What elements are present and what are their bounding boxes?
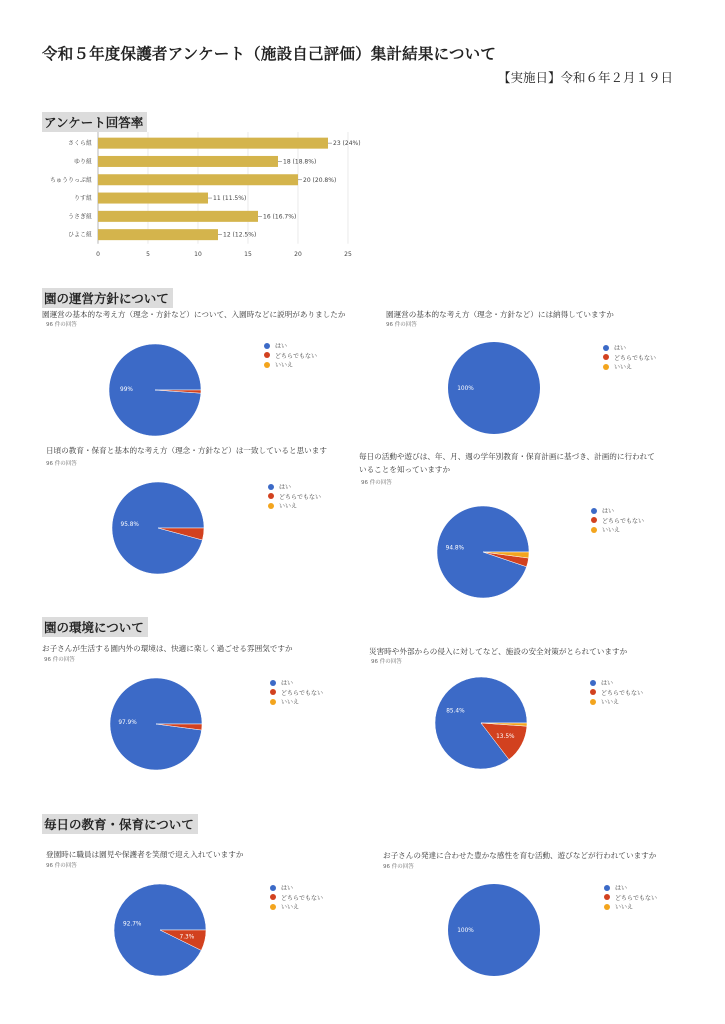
pie-chart	[444, 880, 544, 980]
question-text-line-2: いることを知っていますか	[359, 465, 451, 474]
response-count: 96 件の回答	[44, 657, 75, 663]
bar-value-label: 11 (11.5%)	[213, 195, 247, 203]
legend-swatch	[604, 904, 610, 910]
legend-swatch	[264, 343, 270, 349]
y-category-label: うさぎ組	[67, 213, 92, 221]
chart-legend	[591, 506, 644, 535]
legend-label: どちらでもない	[614, 354, 656, 362]
response-count: 96 件の回答	[46, 863, 77, 869]
legend-swatch	[603, 354, 609, 360]
bar	[98, 211, 258, 222]
legend-item	[603, 362, 656, 372]
legend-item	[270, 902, 323, 912]
response-count: 96 件の回答	[361, 480, 392, 486]
legend-label: どちらでもない	[601, 689, 643, 697]
bar-value-label: 16 (16.7%)	[263, 213, 297, 221]
y-category-label: ちゅうりっぷ組	[49, 176, 92, 184]
legend-swatch	[268, 493, 274, 499]
pie-slice-label: 85.4%	[446, 708, 465, 715]
legend-swatch	[603, 364, 609, 370]
legend-swatch	[264, 362, 270, 368]
legend-label: いいえ	[281, 699, 300, 707]
legend-label: はい	[602, 508, 615, 516]
legend-label: いいえ	[601, 699, 620, 707]
bar	[98, 229, 218, 240]
y-category-label: ゆり組	[73, 158, 92, 166]
legend-item	[264, 360, 317, 370]
bar	[98, 174, 298, 185]
legend-label: はい	[281, 680, 294, 688]
pie-chart	[431, 673, 531, 773]
legend-item	[603, 343, 656, 353]
legend-item	[590, 697, 643, 707]
legend-item	[590, 678, 643, 688]
bar	[98, 138, 328, 149]
legend-item	[268, 501, 321, 511]
legend-label: はい	[614, 345, 627, 353]
legend-swatch	[590, 680, 596, 686]
question-text: 園運営の基本的な考え方（理念・方針など）について、入園時などに説明がありましたか	[42, 310, 346, 319]
legend-item	[270, 883, 323, 893]
legend-label: いいえ	[602, 527, 621, 535]
legend-item	[591, 516, 644, 526]
legend-swatch	[270, 885, 276, 891]
legend-label: はい	[275, 343, 288, 351]
legend-item	[268, 482, 321, 492]
y-category-label: さくら組	[67, 140, 92, 148]
y-category-label: りす組	[73, 195, 92, 203]
legend-swatch	[268, 503, 274, 509]
legend-item	[264, 341, 317, 351]
pie-slice-label: 97.9%	[118, 720, 137, 727]
pie-slice-label: 99%	[120, 387, 133, 394]
pie-slice-label: 100%	[457, 386, 474, 392]
legend-swatch	[264, 352, 270, 358]
section-heading-daily-care: 毎日の教育・保育について	[42, 814, 198, 834]
page-title: 令和５年度保護者アンケート（施設自己評価）集計結果について	[42, 45, 497, 63]
legend-label: どちらでもない	[281, 689, 323, 697]
pie-chart	[105, 340, 205, 440]
legend-swatch	[591, 517, 597, 523]
legend-swatch	[270, 904, 276, 910]
legend-item	[270, 688, 323, 698]
survey-date: 【実施日】令和６年２月１９日	[497, 70, 673, 85]
bar-value-label: 12 (12.5%)	[223, 231, 257, 239]
response-count: 96 件の回答	[46, 461, 77, 467]
legend-swatch	[604, 894, 610, 900]
x-tick-label: 5	[146, 250, 150, 258]
y-category-label: ひよこ組	[67, 231, 92, 239]
response-count: 96 件の回答	[46, 322, 77, 328]
section-heading-environment: 園の環境について	[42, 617, 148, 637]
section-heading-policy: 園の運営方針について	[42, 288, 173, 308]
pie-slice-label: 92.7%	[123, 921, 142, 928]
legend-item	[604, 902, 657, 912]
legend-label: どちらでもない	[615, 894, 657, 902]
legend-swatch	[591, 527, 597, 533]
legend-swatch	[603, 345, 609, 351]
pie-slice-label: 95.8%	[120, 522, 139, 529]
legend-swatch	[270, 689, 276, 695]
legend-item	[591, 506, 644, 516]
legend-item	[270, 697, 323, 707]
legend-swatch	[590, 699, 596, 705]
chart-legend	[264, 341, 317, 370]
legend-item	[604, 893, 657, 903]
question-text: お子さんが生活する園内外の環境は、快適に楽しく過ごせる雰囲気ですか	[42, 644, 293, 653]
legend-swatch	[604, 885, 610, 891]
legend-label: いいえ	[281, 904, 300, 912]
chart-legend	[604, 883, 657, 912]
bar	[98, 156, 278, 167]
legend-item	[270, 893, 323, 903]
pie-slice-label: 100%	[457, 928, 474, 934]
pie-chart	[444, 338, 544, 438]
legend-item	[590, 688, 643, 698]
x-tick-label: 20	[294, 250, 302, 258]
x-tick-label: 15	[244, 250, 252, 258]
legend-swatch	[268, 484, 274, 490]
question-text: 日頃の教育・保育と基本的な考え方（理念・方針など）は一致していると思います	[46, 446, 327, 455]
legend-swatch	[590, 689, 596, 695]
legend-label: はい	[281, 885, 294, 893]
chart-legend	[268, 482, 321, 511]
legend-item	[591, 525, 644, 535]
bar-value-label: 20 (20.8%)	[303, 176, 337, 184]
bar-value-label: 18 (18.8%)	[283, 158, 317, 166]
legend-item	[268, 492, 321, 502]
pie-chart	[433, 502, 533, 602]
response-count: 96 件の回答	[383, 864, 414, 870]
question-text: 園運営の基本的な考え方（理念・方針など）には納得していますか	[386, 310, 614, 319]
bar-value-label: 23 (24%)	[333, 140, 361, 148]
legend-label: はい	[279, 484, 292, 492]
question-text: お子さんの発達に合わせた豊かな感性を育む活動、遊びなどが行われていますか	[383, 851, 657, 860]
legend-label: はい	[615, 885, 628, 893]
legend-label: どちらでもない	[279, 493, 321, 501]
question-text-line-1: 毎日の活動や遊びは、年、月、週の学年別教育・保育計画に基づき、計画的に行われて	[359, 452, 655, 461]
legend-item	[270, 678, 323, 688]
legend-item	[604, 883, 657, 893]
legend-label: はい	[601, 680, 614, 688]
chart-legend	[270, 883, 323, 912]
legend-label: いいえ	[614, 364, 633, 372]
legend-label: どちらでもない	[281, 894, 323, 902]
response-rate-bar-chart	[30, 128, 370, 258]
legend-swatch	[591, 508, 597, 514]
legend-swatch	[270, 894, 276, 900]
x-tick-label: 0	[96, 250, 100, 258]
legend-item	[603, 353, 656, 363]
legend-label: いいえ	[615, 904, 634, 912]
pie-slice-label: 13.5%	[496, 734, 515, 741]
section-heading-response-rate: アンケート回答率	[42, 112, 147, 132]
bar	[98, 193, 208, 204]
question-text: 災害時や外部からの侵入に対してなど、施設の安全対策がとられていますか	[369, 647, 628, 656]
pie-slice-label: 7.3%	[179, 934, 195, 941]
response-count: 96 件の回答	[371, 659, 402, 665]
chart-legend	[270, 678, 323, 707]
legend-label: どちらでもない	[602, 517, 644, 525]
legend-label: どちらでもない	[275, 352, 317, 360]
legend-label: いいえ	[275, 362, 294, 370]
legend-swatch	[270, 680, 276, 686]
chart-legend	[590, 678, 643, 707]
legend-label: いいえ	[279, 503, 298, 511]
pie-chart	[110, 880, 210, 980]
pie-slice-label: 94.8%	[445, 545, 465, 552]
legend-swatch	[270, 699, 276, 705]
response-count: 96 件の回答	[386, 322, 417, 328]
x-tick-label: 25	[344, 250, 352, 258]
legend-item	[264, 351, 317, 361]
question-text: 登園時に職員は園児や保護者を笑顔で迎え入れていますか	[46, 850, 244, 859]
pie-chart	[108, 478, 208, 578]
chart-legend	[603, 343, 656, 372]
pie-chart	[106, 674, 206, 774]
x-tick-label: 10	[194, 250, 202, 258]
